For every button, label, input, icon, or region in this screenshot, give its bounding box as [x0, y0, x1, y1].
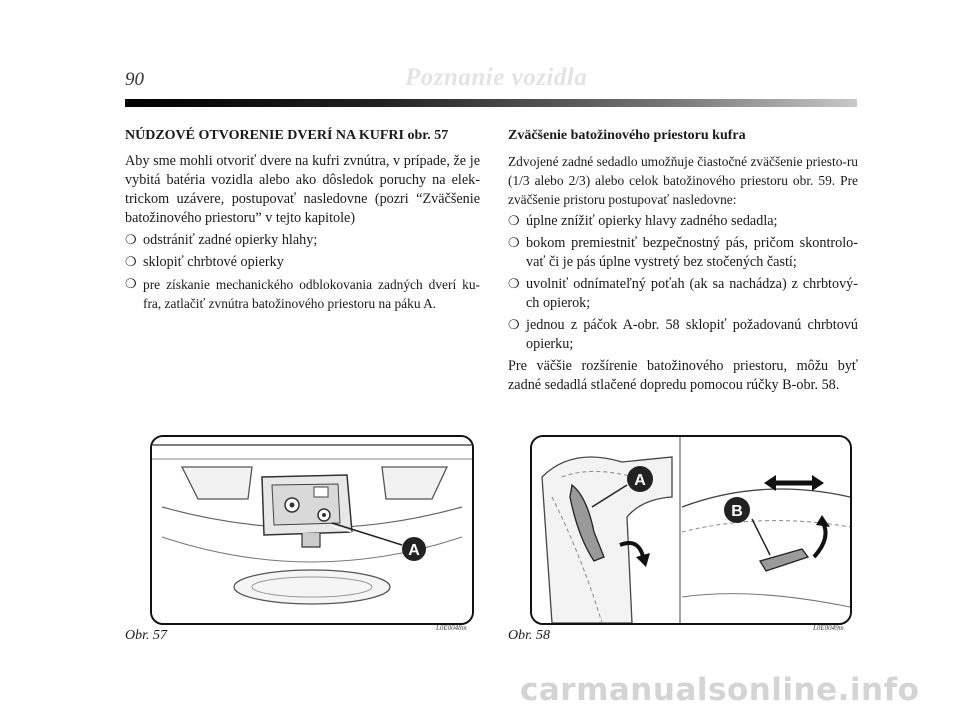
figure-seat-levers — [530, 435, 852, 625]
bullet-circle-icon: ❍ — [125, 233, 137, 248]
figure-caption: Obr. 58 — [508, 628, 551, 643]
seat-levers-illustration — [532, 437, 850, 623]
figure-code: L0E0049m — [813, 624, 844, 632]
figure-trunk-lock — [150, 435, 474, 625]
trunk-lock-illustration — [152, 437, 472, 623]
page-number: 90 — [125, 69, 144, 90]
list-item: ❍ uvolniť odnímateľný poťah (ak sa nachádza) z chrbtový-ch opierok; — [508, 276, 858, 311]
bullet-circle-icon: ❍ — [508, 318, 520, 333]
right-intro-paragraph: Zdvojené zadné sedadlo umožňuje čiastočné zväčšenie priesto-ru (1/3 alebo 2/3) alebo celok batožinového priestoru obr. 59. Pre zväčšenie pristoru postupovať nasledovne: — [508, 154, 858, 207]
callout-label-b: B — [731, 503, 743, 520]
figure-caption: Obr. 57 — [125, 628, 168, 643]
list-item: ❍ sklopiť chrbtové opierky — [125, 254, 284, 270]
list-item: ❍ pre získanie mechanického odblokovania zadných dverí ku-fra, zatlačiť zvnútra batožinového priestoru na páku A. — [125, 277, 480, 311]
figure-code: L0E0048m — [436, 624, 467, 632]
list-item: ❍ jednou z páčok A-obr. 58 sklopiť požadovanú chrbtovú opierku; — [508, 317, 858, 352]
bullet-circle-icon: ❍ — [125, 255, 137, 270]
section-heading-emergency-opening: NÚDZOVÉ OTVORENIE DVERÍ NA KUFRI obr. 57 — [125, 128, 449, 143]
left-column — [125, 126, 480, 316]
bullet-circle-icon: ❍ — [125, 277, 137, 292]
bullet-circle-icon: ❍ — [508, 214, 520, 229]
header-rule — [125, 99, 857, 107]
right-bullet-list — [508, 212, 858, 354]
list-item: ❍ odstrániť zadné opierky hlahy; — [125, 232, 318, 248]
bullet-circle-icon: ❍ — [508, 236, 520, 251]
right-column — [508, 126, 858, 398]
bullet-circle-icon: ❍ — [508, 277, 520, 292]
list-item: ❍ úplne znížiť opierky hlavy zadného sedadla; — [508, 213, 778, 229]
left-intro-paragraph: Aby sme mohli otvoriť dvere na kufri zvnútra, v prípade, že je vybitá batéria vozidla alebo ako dôsledok poruchy na elek-trickom uzávere, postupovať nasledovne (pozri “Zväčšenie batožinového priestoru” v tejto kapitole) — [125, 153, 480, 226]
section-heading-luggage-space: Zväčšenie batožinového priestoru kufra — [508, 128, 746, 143]
page-header-title: Poznanie vozidla — [405, 64, 588, 91]
left-bullet-list — [125, 231, 480, 313]
list-item: ❍ bokom premiestniť bezpečnostný pás, pričom skontrolo-vať či je pás úplne vystretý bez stočených častí; — [508, 235, 858, 270]
watermark-text: carmanualsonline.info — [520, 672, 920, 708]
callout-label-a: A — [634, 472, 646, 489]
callout-label-a: A — [408, 542, 420, 559]
right-outro-paragraph: Pre väčšie rozšírenie batožinového priestoru, môžu byť zadné sedadlá stlačené dopredu pomocou rúčky B-obr. 58. — [508, 358, 858, 393]
